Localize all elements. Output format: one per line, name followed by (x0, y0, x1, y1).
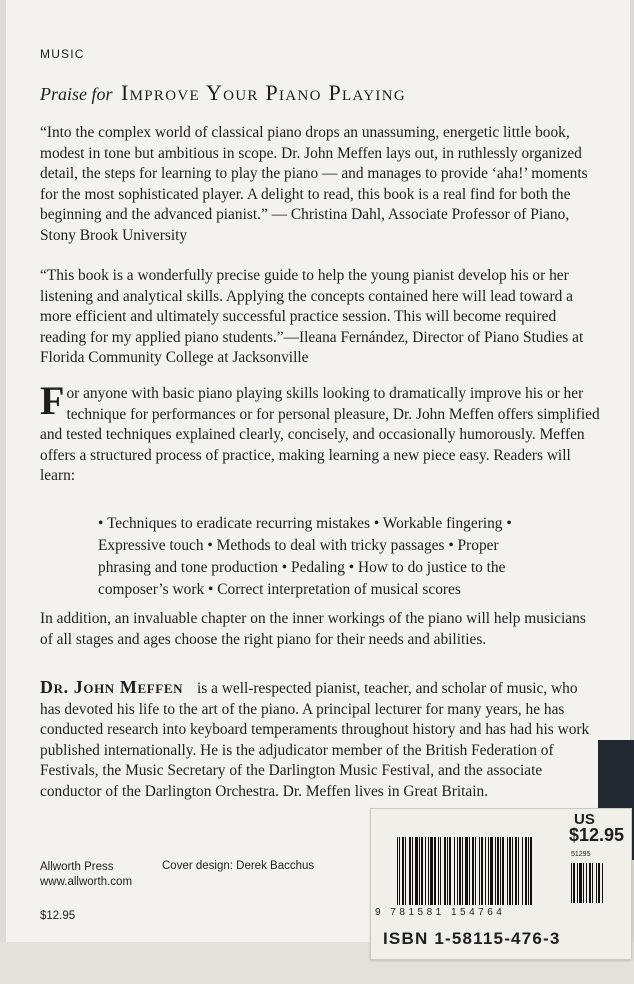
ean-digits: 9 781581 154764 (375, 907, 506, 918)
publisher-info (40, 860, 132, 890)
barcode-bar (405, 837, 406, 905)
sticker-price: $12.95 (569, 825, 625, 845)
quote-1 (40, 123, 600, 246)
barcode-bar (438, 837, 439, 905)
barcode-bar (502, 837, 504, 905)
barcode-bar (469, 837, 470, 905)
addition-paragraph: In addition, an invaluable chapter on the inner workings of the piano will help musicians of all stages and ages choose the right piano for their needs and abilities. (40, 610, 586, 648)
quote-text: “This book is a wonderfully precise guide to help the young pianist develop his or her listening and analytical skills. Applying the concepts contained here will lead toward a more efficient and ultimately successful practice session. This will become required reading for my applied piano students.” (40, 267, 573, 346)
barcode-bar (444, 837, 446, 905)
book-title: Improve Your Piano Playing (121, 80, 406, 105)
barcode-bar (525, 837, 527, 905)
cover-design-credit: Cover design: Derek Bacchus (162, 860, 315, 872)
barcode-bar (415, 837, 418, 905)
price-addon-barcode (571, 863, 625, 903)
barcode-bar (583, 863, 584, 903)
barcode-bar (522, 837, 523, 905)
barcode-bar (573, 863, 575, 903)
barcode-bar (571, 863, 572, 903)
barcode-bar (397, 837, 398, 905)
barcode-bar (440, 837, 441, 905)
barcode-bar (419, 837, 420, 905)
barcode-bar (528, 837, 529, 905)
barcode-bar (475, 837, 476, 905)
barcode-bar (596, 863, 597, 903)
praise-prefix: Praise for (40, 84, 113, 104)
barcode-bar (592, 863, 593, 903)
barcode-bar (602, 863, 603, 903)
barcode-bar (495, 837, 496, 905)
barcode-bar (402, 837, 404, 905)
quote-2 (40, 266, 600, 369)
barcode-bar (449, 837, 451, 905)
barcode-bar (497, 837, 499, 905)
barcode-bar (430, 837, 433, 905)
barcode-bar (421, 837, 423, 905)
barcode-bar (457, 837, 458, 905)
barcode-bar (598, 863, 600, 903)
barcode-bar (472, 837, 474, 905)
quote-attribution: —Ileana Fernández, Director of Piano Studies at Florida Community College at Jacksonville (40, 328, 584, 366)
barcode-bar (485, 837, 486, 905)
isbn-number: ISBN 1-58115-476-3 (383, 929, 561, 948)
barcode-bar (488, 837, 489, 905)
quote-text: “Into the complex world of classical piano drops an unassuming, energetic little book, modest in tone but ambitious in scope. Dr. John Meffen lays out, in ruthlessly organized detail, the steps for learning to play the piano — and manages to provide ‘aha!’ moments for the most sophisticated player. A delight to read, this book is a real find for both the beginning and the advanced pianist.” (40, 124, 588, 223)
barcode-bar (434, 837, 436, 905)
barcode-bar (412, 837, 413, 905)
barcode-bar (462, 837, 463, 905)
barcode-bar (512, 837, 513, 905)
sticker-currency: US (574, 811, 595, 828)
barcode-bar (454, 837, 455, 905)
author-bio (40, 677, 600, 802)
learn-list: • Techniques to eradicate recurring mistakes • Workable fingering • Expressive touch • Methods to deal with tricky passages • Proper phrasing and tone production • Pedaling • How to do justice to the composer’s work • Correct interpretation of musical scores (98, 515, 512, 598)
barcode-bar (577, 863, 578, 903)
barcode-bar (465, 837, 468, 905)
barcode-bar (507, 837, 508, 905)
drop-cap: F (40, 378, 65, 423)
barcode-bar (481, 837, 483, 905)
publisher-url: www.allworth.com (40, 876, 133, 888)
price-barcode-sticker (370, 808, 632, 960)
barcode-bar (425, 837, 426, 905)
description-text: or anyone with basic piano playing skills looking to dramatically improve his or her technique for performances or for personal pleasure, Dr. John Meffen offers simplified and tested techniques explained clearly, concisely, and occasionally humorously. Meffen offers a structured process of practice, making learning a new piece easy. Readers will learn: (40, 385, 600, 484)
barcode-bar (399, 837, 400, 905)
printed-price: $12.95 (40, 910, 76, 922)
barcode-bar (428, 837, 429, 905)
author-name: Dr. John Meffen (40, 677, 184, 697)
category-label: MUSIC (40, 47, 85, 61)
ean-barcode (397, 837, 565, 905)
barcode-bar (459, 837, 461, 905)
book-description (40, 378, 600, 487)
barcode-bar (509, 837, 511, 905)
publisher-name: Allworth Press (40, 861, 114, 873)
barcode-bar (589, 863, 591, 903)
barcode-bar (586, 863, 587, 903)
barcode-bar (409, 837, 411, 905)
barcode-bar (479, 837, 480, 905)
barcode-bar (515, 837, 517, 905)
bio-text: is a well-respected pianist, teacher, and scholar of music, who has devoted his life to the art of the piano. A principal lecturer for many years, he has conducted research into keyboard temperaments throughout history and has had his work published internationally. He is the adjudicator member of the British Federation of Festivals, the Music Secretary of the Darlington Music Festival, and the associate conductor of the Darlington Orchestra. Dr. Meffen lives in Great Britain. (40, 680, 590, 800)
barcode-bar (530, 837, 532, 905)
sticker-price-code: 51295 (571, 851, 591, 858)
barcode-bar (500, 837, 501, 905)
praise-heading (40, 80, 406, 106)
barcode-bar (579, 863, 582, 903)
cover-left-edge (0, 0, 6, 984)
quote-attribution: — Christina Dahl, Associate Professor of Piano, Stony Brook University (40, 206, 570, 244)
barcode-bar (518, 837, 519, 905)
barcode-bar (490, 837, 493, 905)
barcode-bar (447, 837, 448, 905)
